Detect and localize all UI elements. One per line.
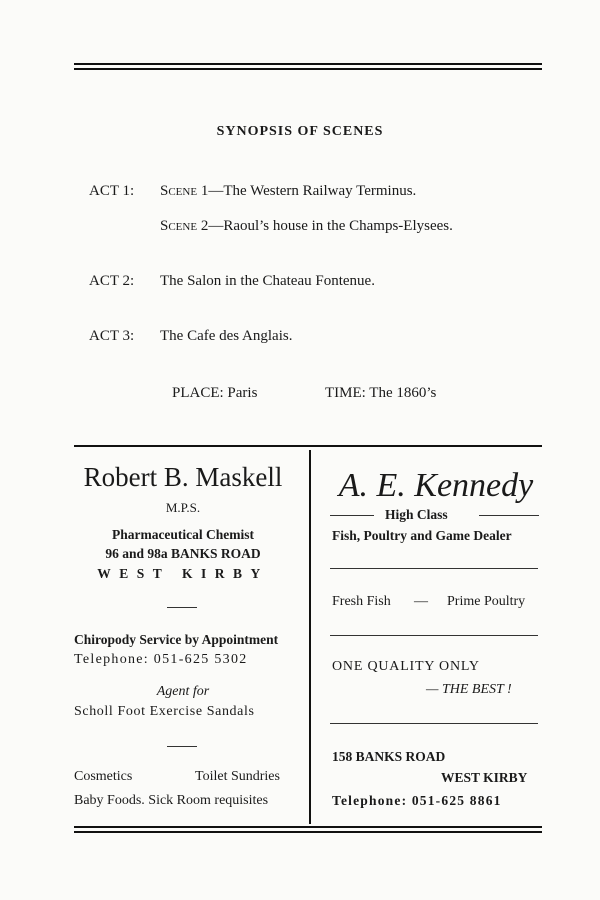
kennedy-telephone: Telephone: 051-625 8861 [332, 793, 502, 808]
maskell-agent: Agent for [156, 684, 210, 699]
kennedy-prime-poultry: Prime Poultry [447, 594, 526, 609]
scene2-prefix: Scene [160, 218, 198, 234]
kennedy-dealer: Fish, Poultry and Game Dealer [332, 528, 512, 543]
high-class-rule-right [479, 515, 539, 516]
maskell-toilet: Toilet Sundries [195, 769, 280, 784]
time-text: TIME: The 1860’s [325, 385, 437, 401]
kennedy-best: — THE BEST ! [426, 682, 512, 697]
maskell-dash-1 [167, 607, 197, 608]
kennedy-high-class: High Class [385, 507, 448, 522]
synopsis-title: SYNOPSIS OF SCENES [216, 124, 384, 139]
column-divider [309, 450, 311, 824]
kennedy-rule-1 [330, 568, 538, 569]
kennedy-rule-2 [330, 635, 538, 636]
maskell-scholl: Scholl Foot Exercise Sandals [74, 704, 255, 719]
maskell-telephone: Telephone: 051-625 5302 [74, 652, 248, 667]
scene2-text: 2—Raoul’s house in the Champs-Elysees. [197, 218, 453, 234]
kennedy-fresh-fish: Fresh Fish [332, 594, 391, 609]
scene1-text: 1—The Western Railway Terminus. [197, 183, 417, 199]
maskell-line2: 96 and 98a BANKS ROAD [105, 546, 261, 561]
maskell-name: Robert B. Maskell [83, 462, 283, 492]
act1-scene2 [160, 218, 453, 235]
high-class-rule-left [330, 515, 374, 516]
act3-text: The Cafe des Anglais. [160, 328, 293, 344]
place-text: PLACE: Paris [172, 385, 258, 401]
middle-rule [74, 445, 542, 447]
act2-text: The Salon in the Chateau Fontenue. [160, 273, 375, 289]
bottom-double-rule [74, 826, 542, 832]
act1-scene1 [160, 183, 416, 200]
maskell-line1: Pharmaceutical Chemist [111, 527, 255, 542]
kennedy-dash: — [414, 594, 428, 609]
act2-label: ACT 2: [89, 273, 135, 289]
kennedy-rule-3 [330, 723, 538, 724]
maskell-chiropody: Chiropody Service by Appointment [74, 632, 279, 647]
kennedy-town: WEST KIRBY [441, 770, 528, 785]
kennedy-address: 158 BANKS ROAD [332, 749, 446, 764]
scene1-prefix: Scene [160, 183, 198, 199]
kennedy-quality: ONE QUALITY ONLY [332, 659, 480, 674]
act1-label: ACT 1: [89, 183, 135, 199]
kennedy-name: A. E. Kennedy [338, 467, 534, 504]
act3-label: ACT 3: [89, 328, 135, 344]
maskell-qualification: M.P.S. [165, 500, 201, 515]
maskell-line3: WEST KIRBY [97, 566, 269, 581]
maskell-dash-2 [167, 746, 197, 747]
maskell-cosmetics: Cosmetics [74, 769, 133, 784]
top-double-rule [74, 63, 542, 69]
maskell-baby: Baby Foods. Sick Room requisites [74, 793, 269, 808]
